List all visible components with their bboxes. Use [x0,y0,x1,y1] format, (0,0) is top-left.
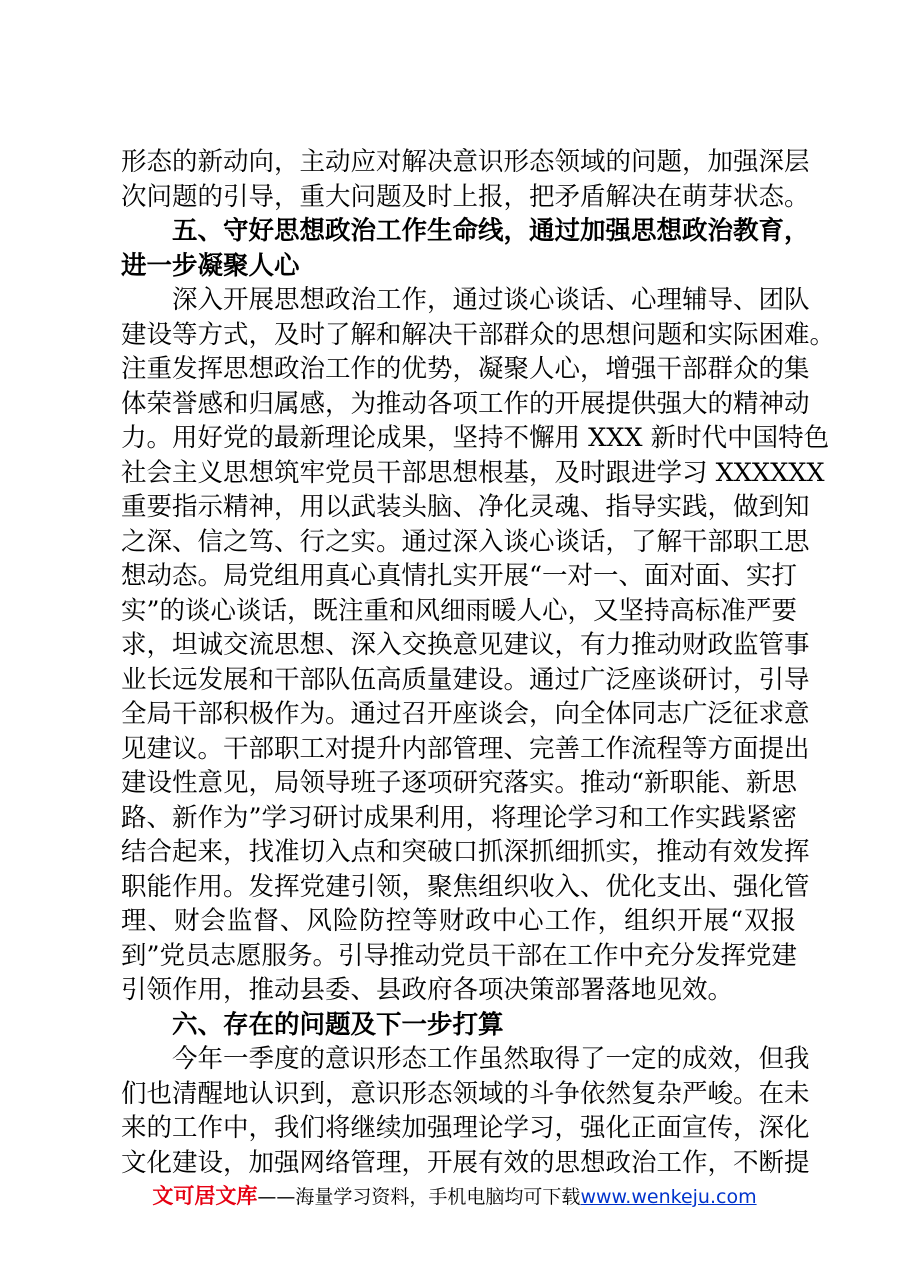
paragraph-line: 理、财会监督、风险防控等财政中心工作，组织开展“双报 [121,906,796,936]
footer-banner [0,1183,909,1210]
paragraph-line: 建设性意见，局领导班子逐项研究落实。推动“新职能、新思 [121,768,798,798]
paragraph-line: 力。用好党的最新理论成果，坚持不懈用 XXX 新时代中国特色 [121,423,830,453]
paragraph-line: 实”的谈心谈话，既注重和风细雨暖人心，又坚持高标准严要 [121,595,798,626]
paragraph-line: 深入开展思想政治工作，通过谈心谈话、心理辅导、团队 [172,285,810,315]
paragraph-line: 注重发挥思想政治工作的优势，凝聚人心，增强干部群众的集 [121,354,810,384]
footer-brand: 文可居文库 [152,1184,258,1208]
footer-slogan: 海量学习资料，手机电脑均可下载 [295,1186,581,1208]
paragraph-line: 今年一季度的意识形态工作虽然取得了一定的成效，但我 [172,1044,810,1074]
paragraph-line: 体荣誉感和归属感，为推动各项工作的开展提供强大的精神动 [121,388,810,419]
document-page [121,145,836,1180]
paragraph-line: 之深、信之笃、行之实。通过深入谈心谈话，了解干部职工思 [121,526,810,557]
section-heading-line: 进一步凝聚人心 [121,250,300,281]
paragraph-line: 职能作用。发挥党建引领，聚焦组织收入、优化支出、强化管 [121,871,810,902]
footer-separator: —— [257,1186,296,1208]
paragraph-line: 社会主义思想筑牢党员干部思想根基，及时跟进学习 XXXXXX [121,457,825,488]
paragraph-line: 路、新作为”学习研讨成果利用，将理论学习和工作实践紧密 [121,802,798,833]
paragraph-line: 到”党员志愿服务。引导推动党员干部在工作中充分发挥党建 [121,940,798,971]
paragraph-line: 文化建设，加强网络管理，开展有效的思想政治工作，不断提 [121,1147,810,1178]
paragraph-line: 求，坦诚交流思想、深入交换意见建议，有力推动财政监管事 [121,630,810,660]
section-heading-line: 五、守好思想政治工作生命线，通过加强思想政治教育， [172,216,810,246]
paragraph-line: 建设等方式，及时了解和解决干部群众的思想问题和实际困难。 [121,319,836,350]
footer-url-link[interactable]: www.wenkeju.com [580,1186,757,1208]
paragraph-line: 们也清醒地认识到，意识形态领域的斗争依然复杂严峻。在未 [121,1078,810,1109]
section-heading-line: 六、存在的问题及下一步打算 [172,1009,504,1040]
paragraph-line: 见建议。干部职工对提升内部管理、完善工作流程等方面提出 [121,733,810,764]
paragraph-line: 业长远发展和干部队伍高质量建设。通过广泛座谈研讨，引导 [121,664,810,695]
paragraph-line: 想动态。局党组用真心真情扎实开展“一对一、面对面、实打 [121,561,798,591]
paragraph-line: 全局干部积极作为。通过召开座谈会，向全体同志广泛征求意 [121,699,810,729]
paragraph-line: 来的工作中，我们将继续加强理论学习，强化正面宣传，深化 [121,1113,810,1143]
paragraph-line: 形态的新动向，主动应对解决意识形态领域的问题，加强深层 [121,147,810,177]
paragraph-line: 重要指示精神，用以武装头脑、净化灵魂、指导实践，做到知 [121,492,810,522]
paragraph-line: 次问题的引导，重大问题及时上报，把矛盾解决在萌芽状态。 [121,181,810,212]
paragraph-line: 引领作用，推动县委、县政府各项决策部署落地见效。 [121,975,734,1005]
paragraph-line: 结合起来，找准切入点和突破口抓深抓细抓实，推动有效发挥 [121,837,810,867]
